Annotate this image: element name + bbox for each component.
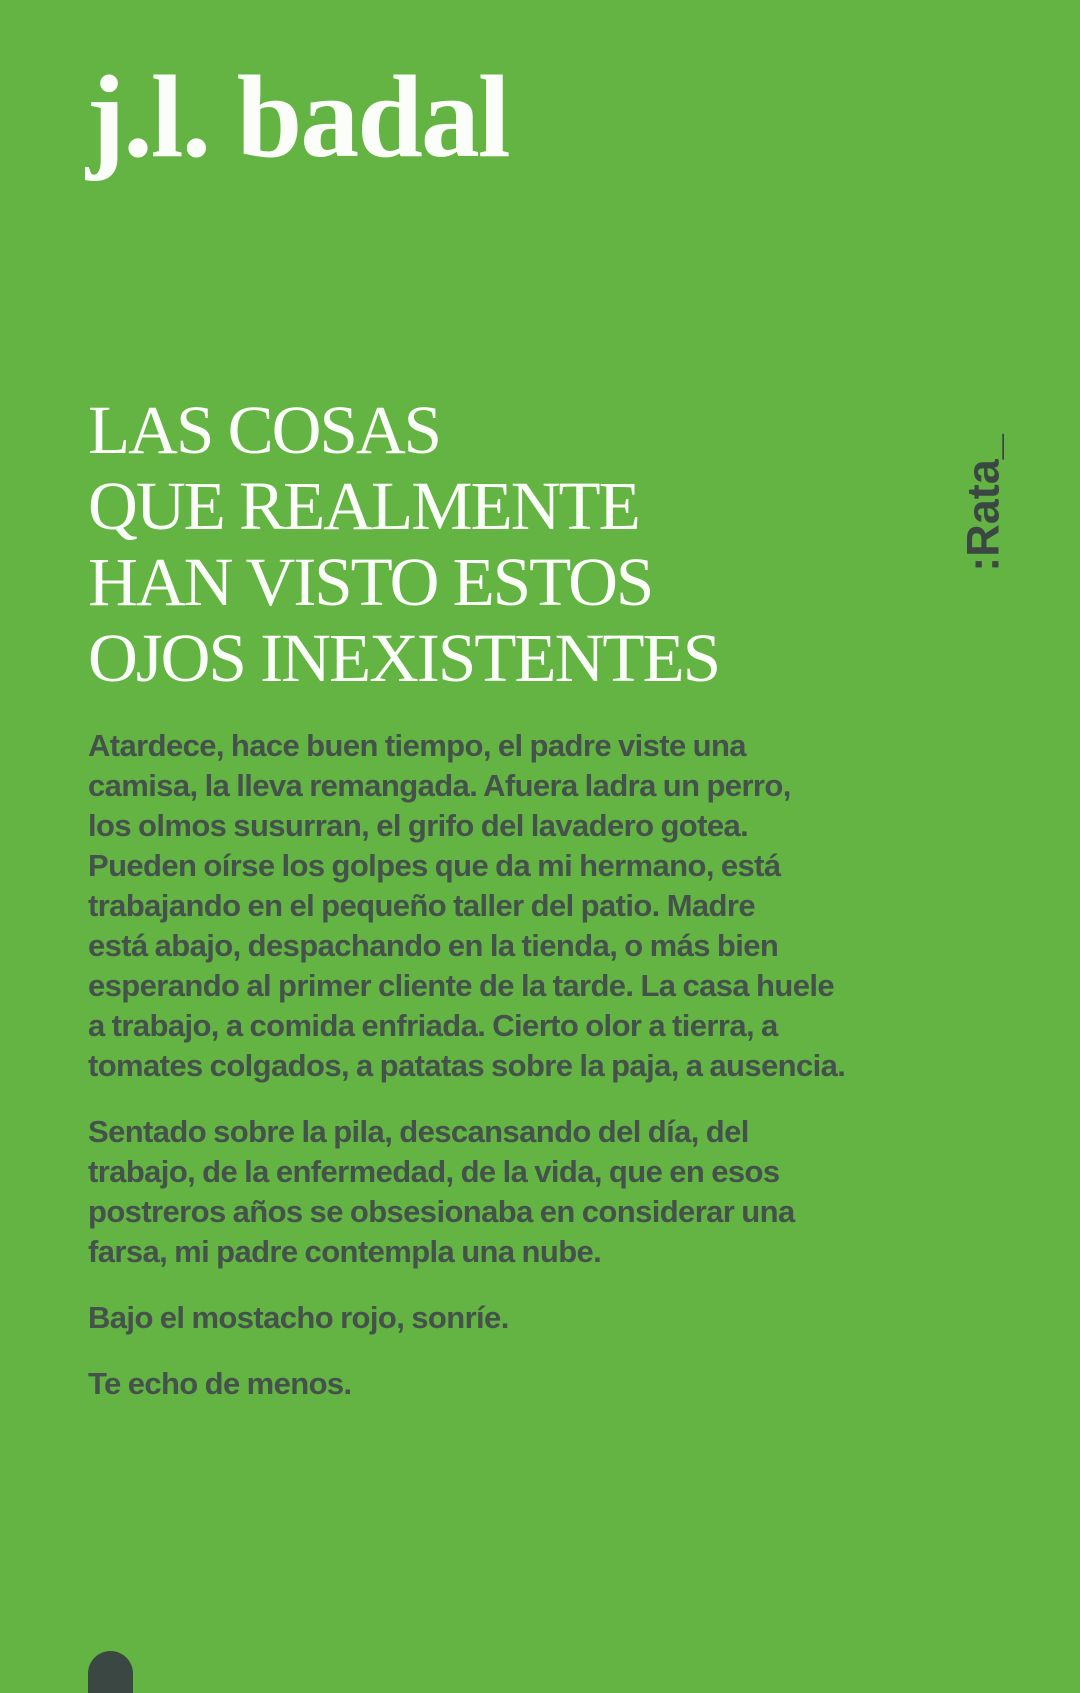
text-line: Pueden oírse los golpes que da mi hermano, está	[88, 848, 781, 883]
text-line: trabajo, de la enfermedad, de la vida, que en esos	[88, 1154, 780, 1189]
paragraph	[88, 1364, 1028, 1404]
text-line: postreros años se obsesionaba en considerar una	[88, 1194, 795, 1229]
text-line: farsa, mi padre contempla una nube.	[88, 1234, 602, 1269]
text-line: OJOS INEXISTENTES	[88, 620, 720, 696]
paragraph	[88, 1298, 1028, 1338]
book-title	[88, 392, 719, 696]
mouse-hole-icon	[88, 1651, 133, 1693]
text-line: los olmos susurran, el grifo del lavadero gotea.	[88, 808, 749, 843]
text-line: a trabajo, a comida enfriada. Cierto olor a tierra, a	[88, 1008, 778, 1043]
text-line: Atardece, hace buen tiempo, el padre viste una	[88, 728, 746, 763]
author-name: j.l. badal	[86, 51, 509, 182]
text-line: está abajo, despachando en la tienda, o más bien	[88, 928, 779, 963]
text-line: Bajo el mostacho rojo, sonríe.	[88, 1300, 509, 1335]
text-line: tomates colgados, a patatas sobre la paja, a ausencia.	[88, 1048, 846, 1083]
text-line: Sentado sobre la pila, descansando del día, del	[88, 1114, 749, 1149]
text-line: esperando al primer cliente de la tarde. La casa huele	[88, 968, 834, 1003]
paragraph	[88, 1112, 1028, 1272]
paragraph	[88, 726, 1028, 1086]
text-line: LAS COSAS	[88, 392, 441, 468]
text-line: camisa, la lleva remangada. Afuera ladra un perro,	[88, 768, 791, 803]
text-line: QUE REALMENTE	[88, 468, 639, 544]
publisher-logo-rata: :Rata_	[957, 434, 1009, 572]
back-cover-text	[88, 726, 1028, 1430]
text-line: HAN VISTO ESTOS	[88, 544, 653, 620]
text-line: Te echo de menos.	[88, 1366, 352, 1401]
text-line: trabajando en el pequeño taller del patio. Madre	[88, 888, 755, 923]
